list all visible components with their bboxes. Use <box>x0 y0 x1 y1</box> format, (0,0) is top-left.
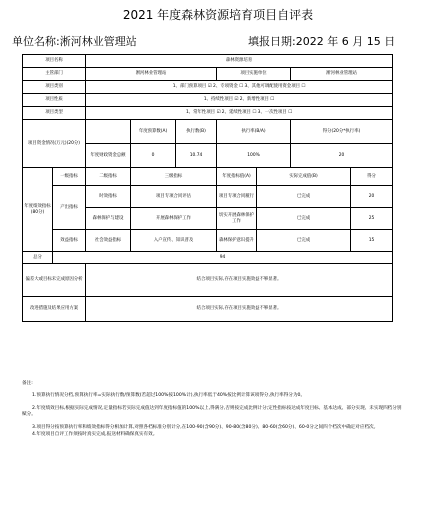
perf-header-level1: 一级指标 <box>53 168 86 186</box>
note-item: 1.预算执行情况分档,预算执行率=实际执行数/预算数(若超过100%按100%计),执行率低于40%按比例计算该项得分,执行率得分为0。 <box>32 393 306 398</box>
nature-label: 项目性质 <box>23 94 86 107</box>
note-item: 2.年度绩效目标,根据实际完成情况,定量指标若实际完成值达到年度指标值的100%以上,得满分,否则按完成比例计分;定性指标按达成年度目标、基本达成、部分实现、未实现四档分别赋分。 <box>22 406 402 417</box>
notes-section <box>22 381 402 439</box>
unit-name-label: 单位名称: <box>12 35 60 48</box>
perf-level3-cell: 入户宣传、知识普及 <box>131 230 217 252</box>
perf-level2-cell: 社会效益指标 <box>86 230 131 252</box>
impl-unit-value: 淅河林业管理站 <box>291 68 393 81</box>
perf-level3-cell: 项目专项合同评估 <box>131 186 217 208</box>
funds-exec-rate: 100% <box>217 144 291 168</box>
note-item: 4.年度项目自评工作须按时真实完成,报送材料确保真实有效。 <box>32 432 158 437</box>
perf-actual-cell: 已完成 <box>257 230 351 252</box>
perf-score-cell: 20 <box>351 186 393 208</box>
improvement-text: 结合项目实际,存在项目实施效益不够显著。 <box>86 297 393 322</box>
row-department <box>23 68 393 81</box>
funds-annual-budget: 0 <box>131 144 176 168</box>
perf-score-cell: 25 <box>351 208 393 230</box>
perf-score-cell: 15 <box>351 230 393 252</box>
funds-executed: 10.74 <box>176 144 217 168</box>
perf-level3-cell: 开展森林保护工作 <box>131 208 217 230</box>
deviation-label: 偏差大或目标未完成原因分析 <box>23 264 86 297</box>
category-label: 项目类别 <box>23 81 86 94</box>
unit-name-field <box>12 33 137 49</box>
perf-level2-cell: 森林保护与建设 <box>86 208 131 230</box>
row-type <box>23 107 393 120</box>
perf-header-score: 得分 <box>351 168 393 186</box>
funds-header-executed: 执行数(B) <box>176 120 217 144</box>
row-category <box>23 81 393 94</box>
department-label: 主管部门 <box>23 68 86 81</box>
perf-target-cell: 切实开展森林保护工作 <box>217 208 257 230</box>
project-name-label: 项目名称 <box>23 55 86 68</box>
department-value: 淅河林业管理站 <box>86 68 217 81</box>
row-total <box>23 252 393 264</box>
row-improvement <box>23 297 393 322</box>
funds-score: 20 <box>291 144 393 168</box>
fill-date-field <box>248 33 395 49</box>
table-row <box>23 230 393 252</box>
row-perf-header <box>23 168 393 186</box>
perf-header-level2: 二级指标 <box>86 168 131 186</box>
perf-target-cell: 森林保护意识提升 <box>217 230 257 252</box>
funds-label: 项目资金情况(万元)(20分) <box>23 120 86 168</box>
funds-header-empty <box>86 120 131 144</box>
type-label: 项目类型 <box>23 107 86 120</box>
perf-header-level3: 三级指标 <box>131 168 217 186</box>
row-funds-header <box>23 120 393 144</box>
nature-options: 1、持续性项目 ☑ 2、新增性项目 ☐ <box>86 94 393 107</box>
evaluation-table <box>22 54 393 322</box>
project-name-value: 森林资源培育 <box>86 55 393 68</box>
total-label: 总分 <box>23 252 53 264</box>
impl-unit-label: 项目实施单位 <box>217 68 291 81</box>
row-project-name <box>23 55 393 68</box>
note-item: 3.项目得分按预算执行率和绩效指标得分相加计算,对照各档标准分别计分,在100-90(含90分)、90-80(含80分)、80-60(含60分)、60-0分之间四个档次中确定对应档次。 <box>32 425 379 430</box>
type-options: 1、常年性项目 ☑ 2、延续性项目 ☐ 3、一次性项目 ☐ <box>86 107 393 120</box>
funds-header-annual-budget: 年度预算数(A) <box>131 120 176 144</box>
total-value: 94 <box>53 252 393 264</box>
fill-date-value: 2022 年 6 月 15 日 <box>295 35 396 48</box>
perf-header-target: 年度指标值(A) <box>217 168 257 186</box>
perf-level2-cell: 时效指标 <box>86 186 131 208</box>
funds-header-exec-rate: 执行率(B/A) <box>217 120 291 144</box>
page-title: 2021 年度森林资源培育项目自评表 <box>122 8 314 22</box>
improvement-label: 改进措施及结果应用方案 <box>23 297 86 322</box>
notes-heading: 备注: <box>22 381 33 386</box>
perf-header-actual: 实际完成值(B) <box>257 168 351 186</box>
perf-level1-cell: 产出指标 <box>53 186 86 230</box>
row-nature <box>23 94 393 107</box>
funds-header-score: 得分(20分*执行率) <box>291 120 393 144</box>
deviation-text: 结合项目实际,存在项目实施效益不够显著。 <box>86 264 393 297</box>
unit-name-value: 淅河林业管理站 <box>59 35 137 48</box>
funds-row-label: 年度财政资金总额 <box>86 144 131 168</box>
row-deviation <box>23 264 393 297</box>
perf-label: 年度绩效指标(80分) <box>23 168 53 252</box>
perf-actual-cell: 已完成 <box>257 208 351 230</box>
perf-target-cell: 项目专项合同履行 <box>217 186 257 208</box>
perf-actual-cell: 已完成 <box>257 186 351 208</box>
category-options: 1、部门预算项目 ☑ 2、专项资金 ☐ 3、其他可调配使用资金项目 ☐ <box>86 81 393 94</box>
fill-date-label: 填报日期: <box>248 35 296 48</box>
perf-level1-cell: 效益指标 <box>53 230 86 252</box>
table-row <box>23 186 393 208</box>
